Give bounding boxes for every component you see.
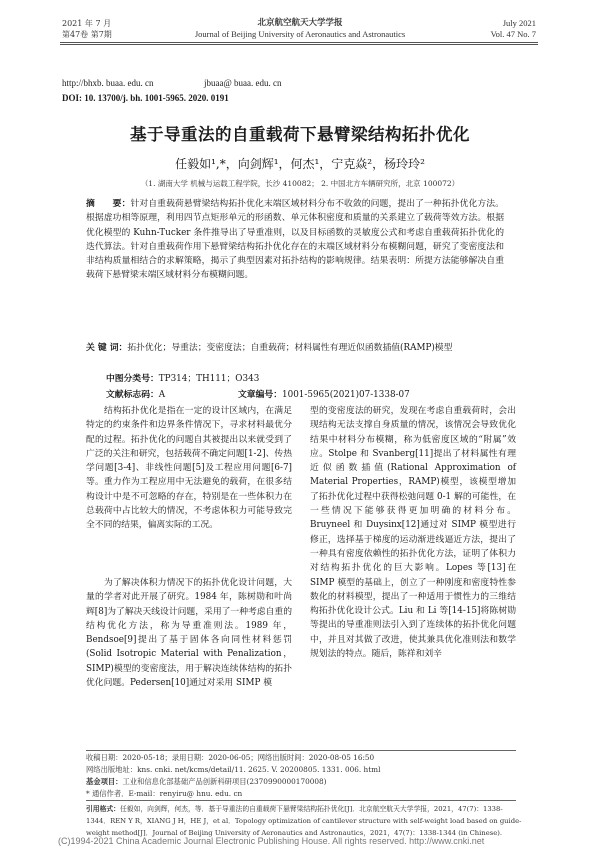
fund-text: 工业和信息化部基础产品创新科研项目(2370990000170008) — [122, 777, 327, 786]
classification-number — [106, 371, 259, 384]
body-left-para-2: 为了解决体积力情况下的拓扑优化设计问题，大量的学者对此开展了研究。1984 年，陈树勋和叶尚辉[8]为了解决天线设计问题，采用了一种考虑自重的结构优化方法，称为导重准则法。1989 年，Bendsoe[9]提出了基于固体各向同性材料惩罚(Solid Isotropic Material with Penalization，SIMP)模型的变密度法，用于解决连续体结构的拓扑优化问题。Pedersen[10]通过对采用 SIMP 模 — [86, 578, 292, 689]
journal-name-en: Journal of Beijing University of Aeronautics and Astronautics — [194, 29, 406, 39]
keywords — [86, 341, 504, 355]
document-code-text: A — [158, 390, 166, 400]
fund-project — [86, 776, 516, 788]
journal-name-cn: 北京航空航天大学学报 — [257, 18, 343, 28]
classification-label: 中图分类号： — [106, 374, 159, 384]
citation-label: 引用格式： — [86, 805, 120, 813]
received-dates: 收稿日期：2020-05-18；录用日期：2020-06-05；网络出版时间：2020-08-05 16:50 — [86, 753, 375, 762]
abstract-label: 摘 要： — [86, 199, 131, 209]
keywords-label: 关 键 词： — [86, 343, 128, 353]
body-right-para: 型的变密度法的研究，发现在考虑自重载荷时，会出现结构无法支撑自身质量的情况，该情况会导致优化结果中材料分布模糊，称为低密度区域的“附属”效应。Stolpe 和 Svanberg[11]提出了材料属性有理近似函数插值(Rational Approximation of Material Properties，RAMP)模型，该模型增加了拓扑优化过程中获得松弛问题 0-1 解的可能性，在一些情况下能够获得更加明确的材料分布。Bruyneel 和 Duysinx[12]通过对 SIMP 模型进行修正，选择基于梯度的运动渐进线逼近方法，提出了一种具有密度依赖性的拓扑优化方法，证明了体积力对结构拓扑优化的巨大影响。Lopes 等[13]在 SIMP 模型的基础上，创立了一种刚度和密度特性参数化的材料模型，提出了一种适用于惯性力的三维结构拓扑优化设计公式。Liu 和 Li 等[14-15]将陈树勋等提出的导重准则法引入到了连续体的拓扑优化问题中，并且对其做了改进，使其兼具优化准则法和数学规划法的特点。随后，陈祥和刘辛 — [310, 406, 516, 660]
online-address[interactable]: 网络出版地址：kns. cnki. net/kcms/detail/11. 2625. V. 20200805. 1331. 006. html — [86, 765, 381, 774]
citation-format — [86, 803, 526, 840]
document-code — [106, 387, 165, 400]
paper-title: 基于导重法的自重载荷下悬臂梁结构拓扑优化 — [130, 125, 470, 144]
copyright-notice: (C)1994-2021 China Academic Journal Electronic Publishing House. All rights reserved. http://www.cnki.net — [58, 836, 485, 846]
volume-issue-cn: 第47卷 第7期 — [62, 30, 112, 39]
citation-text: 任毅如，向剑辉，何杰，等．基于导重法的自重载荷下悬臂梁结构拓扑优化[J]．北京航空航天大学学报，2021，47(7)：1338-1344．REN Y R，XIANG J H，HE J，et al．Topology optimization of cantilever structure with self-weight load based on guide-weight method[J]．Journal of Beijing University of Aeronautics and Astronautics，2021，47(7)：1338-1344 (in Chinese). — [86, 805, 522, 838]
article-number — [238, 387, 410, 400]
header-rule-thin — [60, 44, 538, 45]
article-number-label: 文章编号： — [238, 390, 282, 400]
abstract — [86, 197, 504, 283]
issue-date-en: July 2021 — [502, 18, 536, 28]
abstract-text: 针对自重载荷悬臂梁结构拓扑优化末端区域材料分布不收敛的问题，提出了一种拓扑优化方法。根据虚功相等原理，利用四节点矩形单元的形函数、单元体积密度和质量的关系建立了载荷等效方法。根据优化模型的 Kuhn-Tucker 条件推导出了导重准则，以及目标函数的灵敏度公式和考虑自重载荷拓扑优化的迭代算法。针对自重载荷作用下悬臂梁结构拓扑优化存在的末端区域材料分布模糊问题，研究了变密度法和非结构质量相结合的求解策略，揭示了典型因素对拓扑结构的影响规律。结果表明：所提方法能够解决自重载荷下悬臂梁末端区域材料分布模糊问题。 — [86, 199, 504, 281]
volume-issue-en: Vol. 47 No. 7 — [490, 29, 536, 39]
body-left-para-1: 结构拓扑优化是指在一定的设计区域内，在满足特定的约束条件和边界条件情况下，寻求材料最优分配的过程。拓扑优化的问题自其被提出以来就受到了广泛的关注和研究，包括载荷不确定问题[1-2]、传热学问题[3-4]、非线性问题[5]及工程应用问题[6-7]等。重力作为工程应用中无法避免的载荷，在很多结构设计中是不可忽略的存在，特别是在一些体积力在总载荷中占比较大的情况，不考虑体积力可能导致完全不同的结果，偏离实际的工况。 — [86, 406, 292, 531]
citation-rule — [86, 800, 516, 801]
doi[interactable]: DOI: 10. 13700/j. bh. 1001-5965. 2020. 0191 — [62, 93, 229, 103]
email-link[interactable]: jbuaa@ buaa. edu. cn — [204, 78, 282, 88]
author-list: 任毅如¹,*，向剑辉¹，何杰¹，宁克焱²，杨玲玲² — [175, 157, 425, 171]
footnote-rule — [86, 750, 516, 751]
header-rule — [60, 42, 538, 43]
fund-label: 基金项目： — [86, 777, 123, 786]
website-link[interactable]: http://bhxb. buaa. edu. cn — [62, 78, 154, 88]
document-code-label: 文献标志码： — [106, 390, 159, 400]
issue-date: 2021 年 7 月 — [62, 19, 112, 28]
keywords-text: 拓扑优化；导重法；变密度法；自重载荷；材料属性有理近似函数插值(RAMP)模型 — [127, 343, 453, 353]
classification-text: TP314；TH111；O343 — [158, 374, 260, 384]
article-number-text: 1001-5965(2021)07-1338-07 — [282, 390, 410, 400]
affiliations: （1. 湖南大学 机械与运载工程学院，长沙 410082； 2. 中国北方车辆研究所，北京 100072） — [140, 179, 460, 188]
corresponding-author: * 通信作者．E-mail：renyiru@ hnu. edu. cn — [86, 789, 243, 798]
